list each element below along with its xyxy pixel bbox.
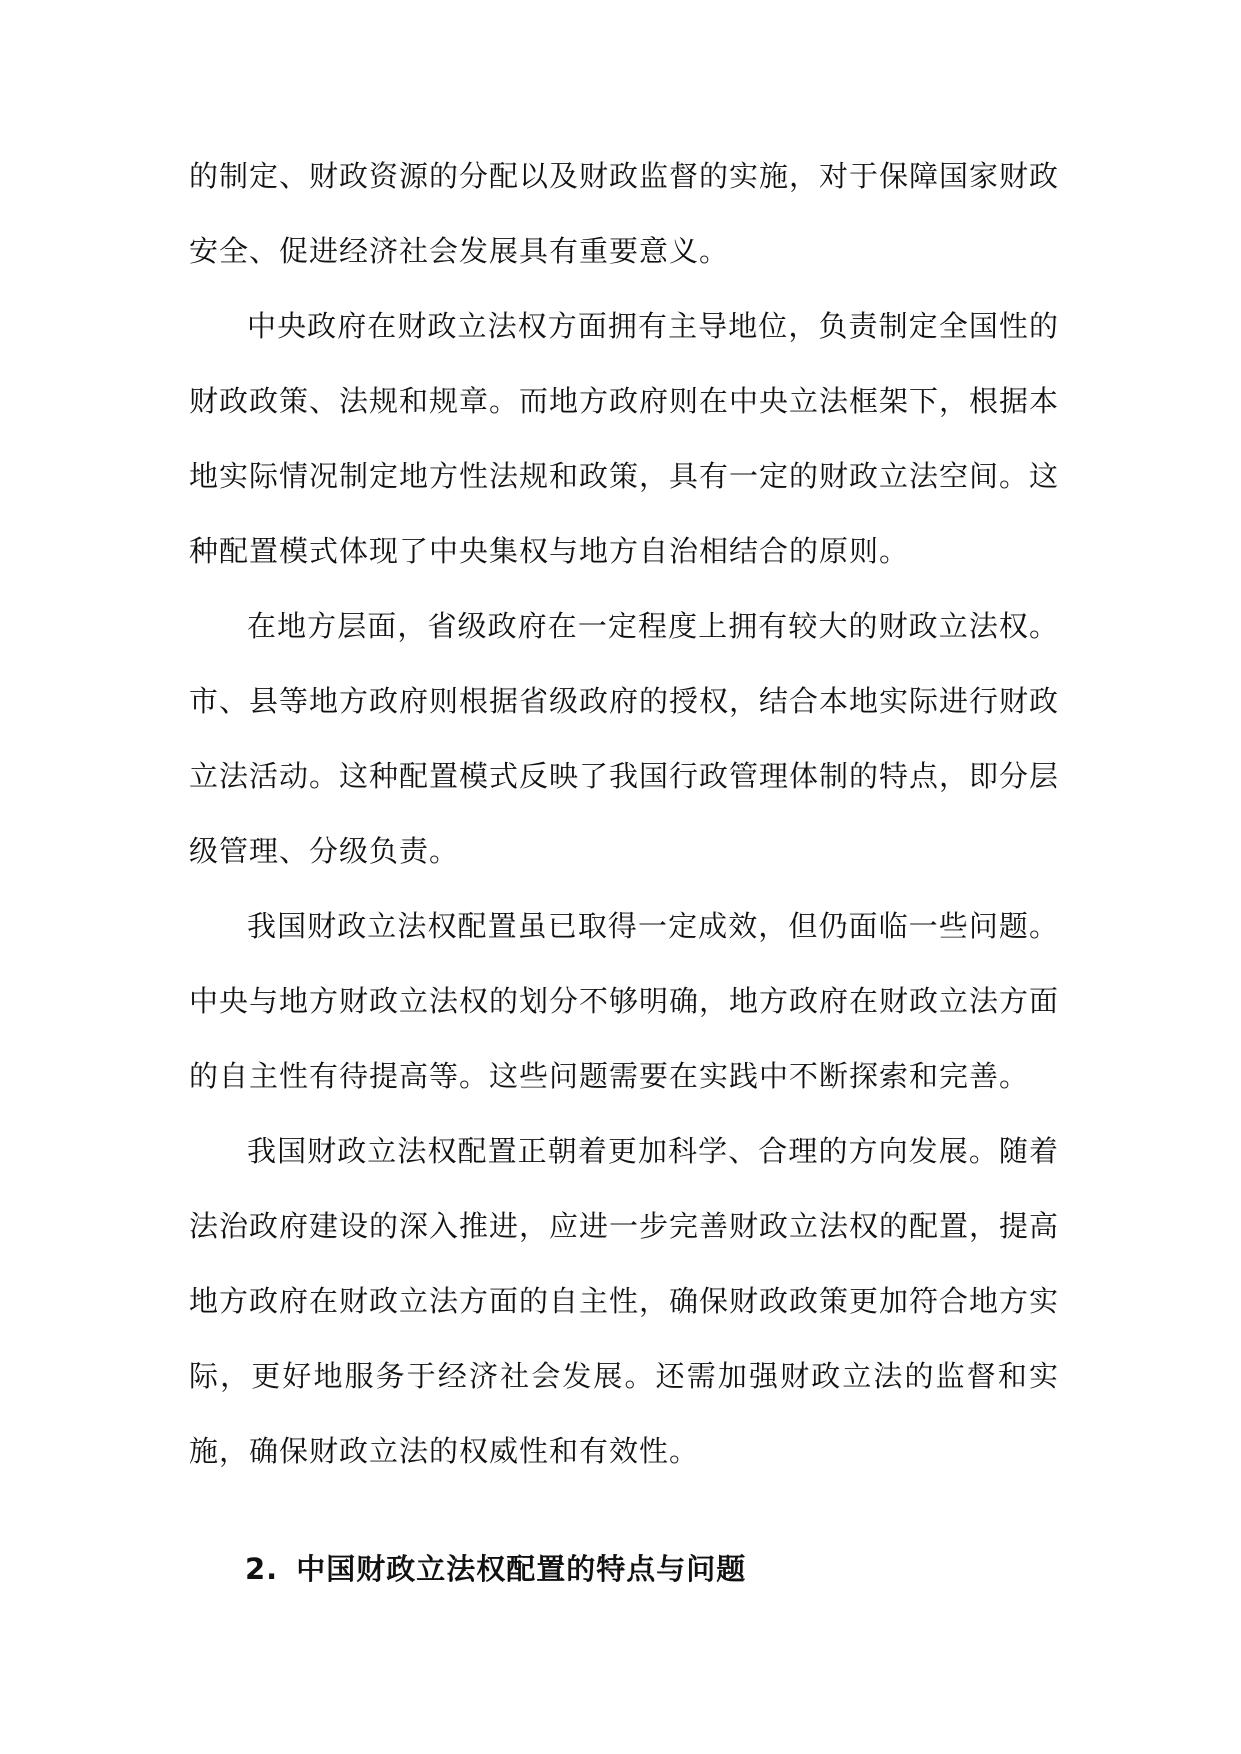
section-title: 中国财政立法权配置的特点与问题 [296, 1552, 747, 1586]
section-heading [245, 1549, 746, 1589]
section-number: 2. [245, 1552, 279, 1586]
document-body [189, 139, 1059, 1489]
paragraph-local-level: 在地方层面，省级政府在一定程度上拥有较大的财政立法权。市、县等地方政府则根据省级政府的授权，结合本地实际进行财政立法活动。这种配置模式反映了我国行政管理体制的特点，即分层级管理、分级负责。 [189, 609, 1060, 868]
paragraph-continued: 的制定、财政资源的分配以及财政监督的实施，对于保障国家财政安全、促进经济社会发展具有重要意义。 [189, 159, 1060, 268]
paragraph-central-government: 中央政府在财政立法权方面拥有主导地位，负责制定全国性的财政政策、法规和规章。而地方政府则在中央立法框架下，根据本地实际情况制定地方性法规和政策，具有一定的财政立法空间。这种配置模式体现了中央集权与地方自治相结合的原则。 [189, 309, 1060, 568]
paragraph-problems: 我国财政立法权配置虽已取得一定成效，但仍面临一些问题。中央与地方财政立法权的划分不够明确，地方政府在财政立法方面的自主性有待提高等。这些问题需要在实践中不断探索和完善。 [189, 909, 1060, 1093]
paragraph-development: 我国财政立法权配置正朝着更加科学、合理的方向发展。随着法治政府建设的深入推进，应进一步完善财政立法权的配置，提高地方政府在财政立法方面的自主性，确保财政政策更加符合地方实际，更好地服务于经济社会发展。还需加强财政立法的监督和实施，确保财政立法的权威性和有效性。 [189, 1134, 1060, 1468]
